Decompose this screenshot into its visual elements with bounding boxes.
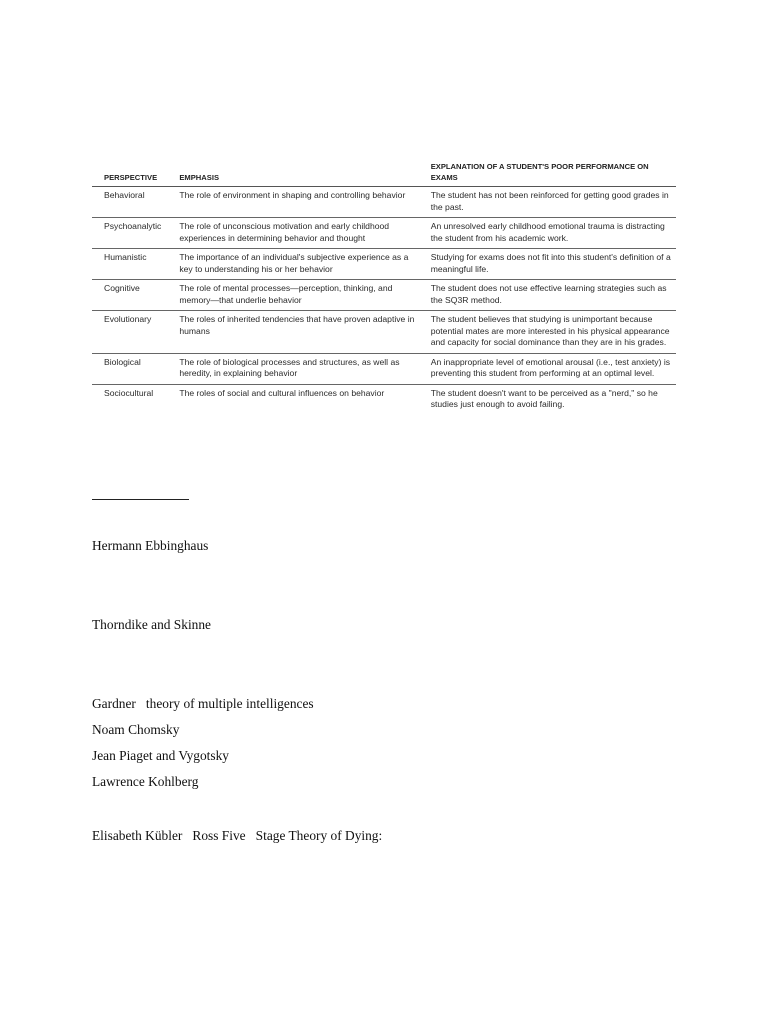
cell-emphasis: The roles of inherited tendencies that have proven adaptive in humans — [179, 311, 430, 354]
table-header-row — [92, 161, 676, 187]
text-line-gardner: Gardner theory of multiple intelligences — [92, 696, 314, 711]
text-line-chomsky: Noam Chomsky — [92, 722, 180, 737]
cell-perspective: Sociocultural — [104, 387, 154, 398]
cell-emphasis: The role of environment in shaping and controlling behavior — [179, 187, 430, 218]
table-row — [92, 218, 676, 249]
cell-emphasis: The role of mental processes—perception, thinking, and memory—that underlie behavior — [179, 280, 430, 311]
header-perspective: PERSPECTIVE — [92, 161, 179, 187]
text-line-ebbinghaus: Hermann Ebbinghaus — [92, 538, 209, 553]
cell-emphasis: The importance of an individual's subjective experience as a key to understanding his or her behavior — [179, 249, 430, 280]
text-line-piaget: Jean Piaget and Vygotsky — [92, 748, 229, 763]
cell-explanation: An unresolved early childhood emotional trauma is distracting the student from his academic work. — [431, 218, 676, 249]
cell-emphasis: The roles of social and cultural influences on behavior — [179, 387, 385, 398]
cell-emphasis: The role of unconscious motivation and early childhood experiences in determining behavior and thought — [179, 218, 430, 249]
cell-explanation: The student does not use effective learning strategies such as the SQ3R method. — [431, 280, 676, 311]
table-row — [92, 280, 676, 311]
table-row — [92, 249, 676, 280]
cell-explanation: An inappropriate level of emotional arousal (i.e., test anxiety) is preventing this student from performing at an optimal level. — [431, 353, 676, 384]
cell-explanation: Studying for exams does not fit into this student's definition of a meaningful life. — [431, 249, 676, 280]
table-row — [92, 353, 676, 384]
cell-perspective: Psychoanalytic — [92, 218, 179, 249]
text-line-kohlberg: Lawrence Kohlberg — [92, 774, 199, 789]
table-row — [92, 187, 676, 218]
cell-explanation: The student has not been reinforced for getting good grades in the past. — [431, 187, 676, 218]
cell-perspective: Evolutionary — [92, 311, 179, 354]
cell-perspective: Humanistic — [92, 249, 179, 280]
cell-perspective: Behavioral — [92, 187, 179, 218]
cell-emphasis: The role of biological processes and structures, as well as heredity, in explaining behavior — [179, 353, 430, 384]
cell-explanation: The student believes that studying is unimportant because potential mates are more interested in his physical appearance and capacity for social dominance than they are in his grades. — [431, 311, 676, 354]
header-explanation: EXPLANATION OF A STUDENT'S POOR PERFORMANCE ON EXAMS — [431, 161, 676, 187]
text-line-thorndike: Thorndike and Skinne — [92, 617, 212, 632]
text-line-kubler-ross: Elisabeth Kübler Ross Five Stage Theory of Dying: — [92, 828, 383, 843]
table-row — [92, 311, 676, 354]
header-emphasis: EMPHASIS — [179, 161, 430, 187]
cell-perspective: Cognitive — [92, 280, 179, 311]
cell-perspective: Biological — [92, 353, 179, 384]
cell-explanation: The student doesn't want to be perceived as a "nerd," so he studies just enough to avoid failing. — [430, 387, 658, 409]
perspectives-table — [92, 161, 676, 415]
horizontal-rule — [92, 499, 189, 500]
table-row — [92, 384, 676, 415]
